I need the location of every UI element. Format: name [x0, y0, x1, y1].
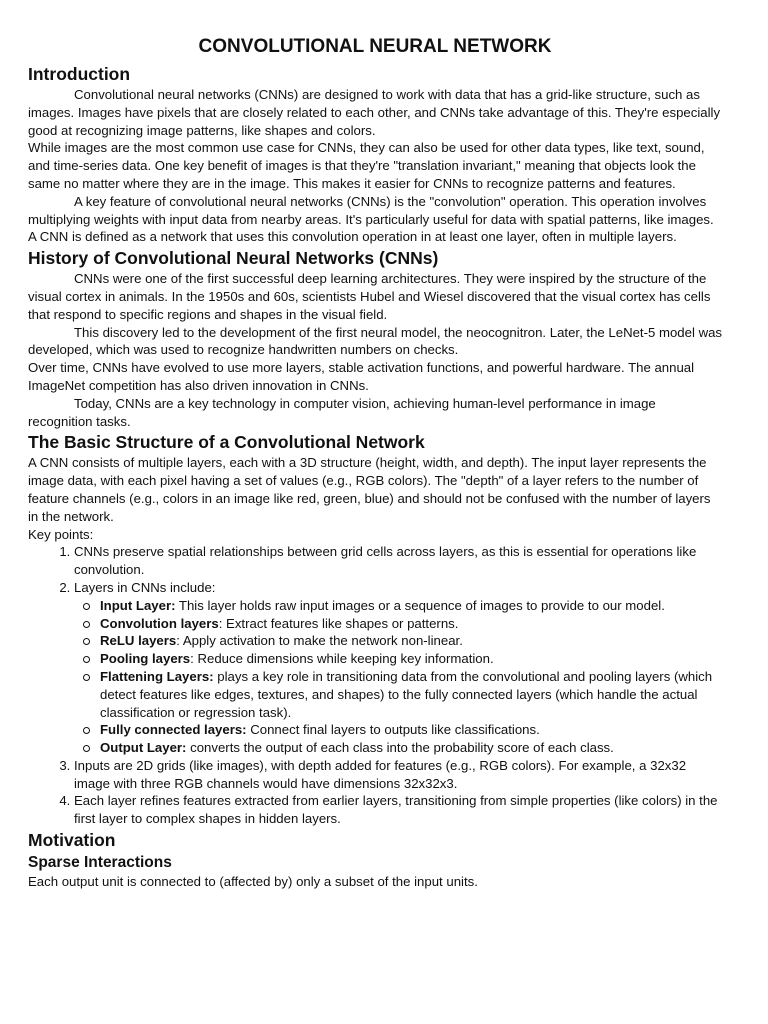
layer-list [74, 597, 722, 757]
layer-name: Input Layer: [100, 597, 176, 613]
introduction-paragraph: Convolutional neural networks (CNNs) are designed to work with data that has a grid-like structure, such as images. Images have pixels that are closely related to each other, and CNNs take advantage of this. They're especially good at recognizing image patterns, like shapes and colors. [28, 87, 721, 138]
layer-name: Convolution layers [100, 615, 219, 631]
introduction-section [28, 64, 722, 246]
key-point-item [74, 792, 722, 828]
layer-item [100, 650, 722, 668]
layer-item [100, 668, 722, 721]
layer-desc: converts the output of each class into the probability score of each class. [186, 740, 614, 756]
layer-item [100, 739, 722, 757]
structure-paragraph: A CNN consists of multiple layers, each with a 3D structure (height, width, and depth). The input layer represents the image data, with each pixel having a set of values (e.g., RGB colors). The "depth" of a layer refers to the number of feature channels (e.g., colors in an image like red, green, blue) and should not be confused with the number of layers in the network. [28, 455, 711, 524]
document-title: CONVOLUTIONAL NEURAL NETWORK [198, 36, 552, 57]
layer-name: ReLU layers [100, 633, 177, 649]
layer-desc: Connect final layers to outputs like classifications. [246, 722, 540, 738]
key-point-text: CNNs preserve spatial relationships between grid cells across layers, as this is essential for operations like convolution. [74, 544, 697, 578]
introduction-paragraph: A key feature of convolutional neural networks (CNNs) is the "convolution" operation. This operation involves multiplying weights with input data from nearby areas. It's particularly useful for data with spatial patterns, like images. A CNN is defined as a network that uses this convolution operation in at least one layer, often in multiple layers. [28, 193, 714, 245]
structure-heading: The Basic Structure of a Convolutional Network [28, 432, 425, 453]
layer-item [100, 632, 722, 650]
layer-desc: This layer holds raw input images or a sequence of images to provide to our model. [175, 597, 665, 613]
key-points-list [28, 543, 722, 828]
key-point-text: Layers in CNNs include: [74, 579, 216, 595]
key-point-item [74, 757, 722, 793]
layer-name: Pooling layers [100, 651, 191, 667]
sparse-interactions-heading: Sparse Interactions [28, 854, 172, 872]
introduction-paragraph: While images are the most common use case for CNNs, they can also be used for other data types, like text, sound, and time-series data. One key benefit of images is that they're "translation invariant," meaning that objects look the same no matter where they are in the image. This makes it easier for CNNs to recognize patterns and features. [28, 140, 705, 191]
history-paragraph: Over time, CNNs have evolved to use more layers, stable activation functions, and powerful hardware. The annual ImageNet competition has also driven innovation in CNNs. [28, 360, 695, 393]
layer-desc: : Extract features like shapes or patterns. [218, 615, 459, 631]
layer-desc: plays a key role in transitioning data from the convolutional and pooling layers (which detect features like edges, textures, and shapes) to the fully connected layers (which handle the actual classification or regression task). [100, 668, 713, 720]
layer-name: Output Layer: [100, 740, 187, 756]
motivation-section [28, 830, 722, 891]
history-section [28, 248, 722, 430]
layer-item [100, 721, 722, 739]
key-point-text: Each layer refines features extracted from earlier layers, transitioning from simple properties (like colors) in the first layer to complex shapes in hidden layers. [74, 793, 718, 827]
introduction-heading: Introduction [28, 64, 131, 84]
key-points-label: Key points: [28, 526, 94, 542]
key-point-text: Inputs are 2D grids (like images), with depth added for features (e.g., RGB colors). For example, a 32x32 image with three RGB channels would have dimensions 32x32x3. [74, 757, 687, 791]
history-paragraph: CNNs were one of the first successful deep learning architectures. They were inspired by the structure of the visual cortex in animals. In the 1950s and 60s, scientists Hubel and Wiesel discovered that the visual cortex has cells that respond to specific regions and shapes in the visual field. [28, 271, 711, 322]
history-paragraph: Today, CNNs are a key technology in computer vision, achieving human-level performance in image recognition tasks. [28, 395, 656, 429]
key-point-item [74, 543, 722, 579]
layer-name: Fully connected layers: [100, 722, 247, 738]
motivation-heading: Motivation [28, 830, 116, 851]
structure-section [28, 432, 722, 828]
history-heading: History of Convolutional Neural Networks (CNNs) [28, 248, 439, 269]
motivation-paragraph: Each output unit is connected to (affected by) only a subset of the input units. [28, 874, 478, 890]
layer-name: Flattening Layers: [100, 668, 214, 684]
layer-item [100, 615, 722, 633]
layer-desc: : Reduce dimensions while keeping key information. [190, 651, 494, 667]
layer-desc: : Apply activation to make the network non-linear. [176, 633, 463, 649]
history-paragraph: This discovery led to the development of the first neural model, the neocognitron. Later, the LeNet-5 model was developed, which was used to recognize handwritten numbers on checks. [28, 324, 723, 358]
key-point-item [74, 579, 722, 757]
layer-item [100, 597, 722, 615]
